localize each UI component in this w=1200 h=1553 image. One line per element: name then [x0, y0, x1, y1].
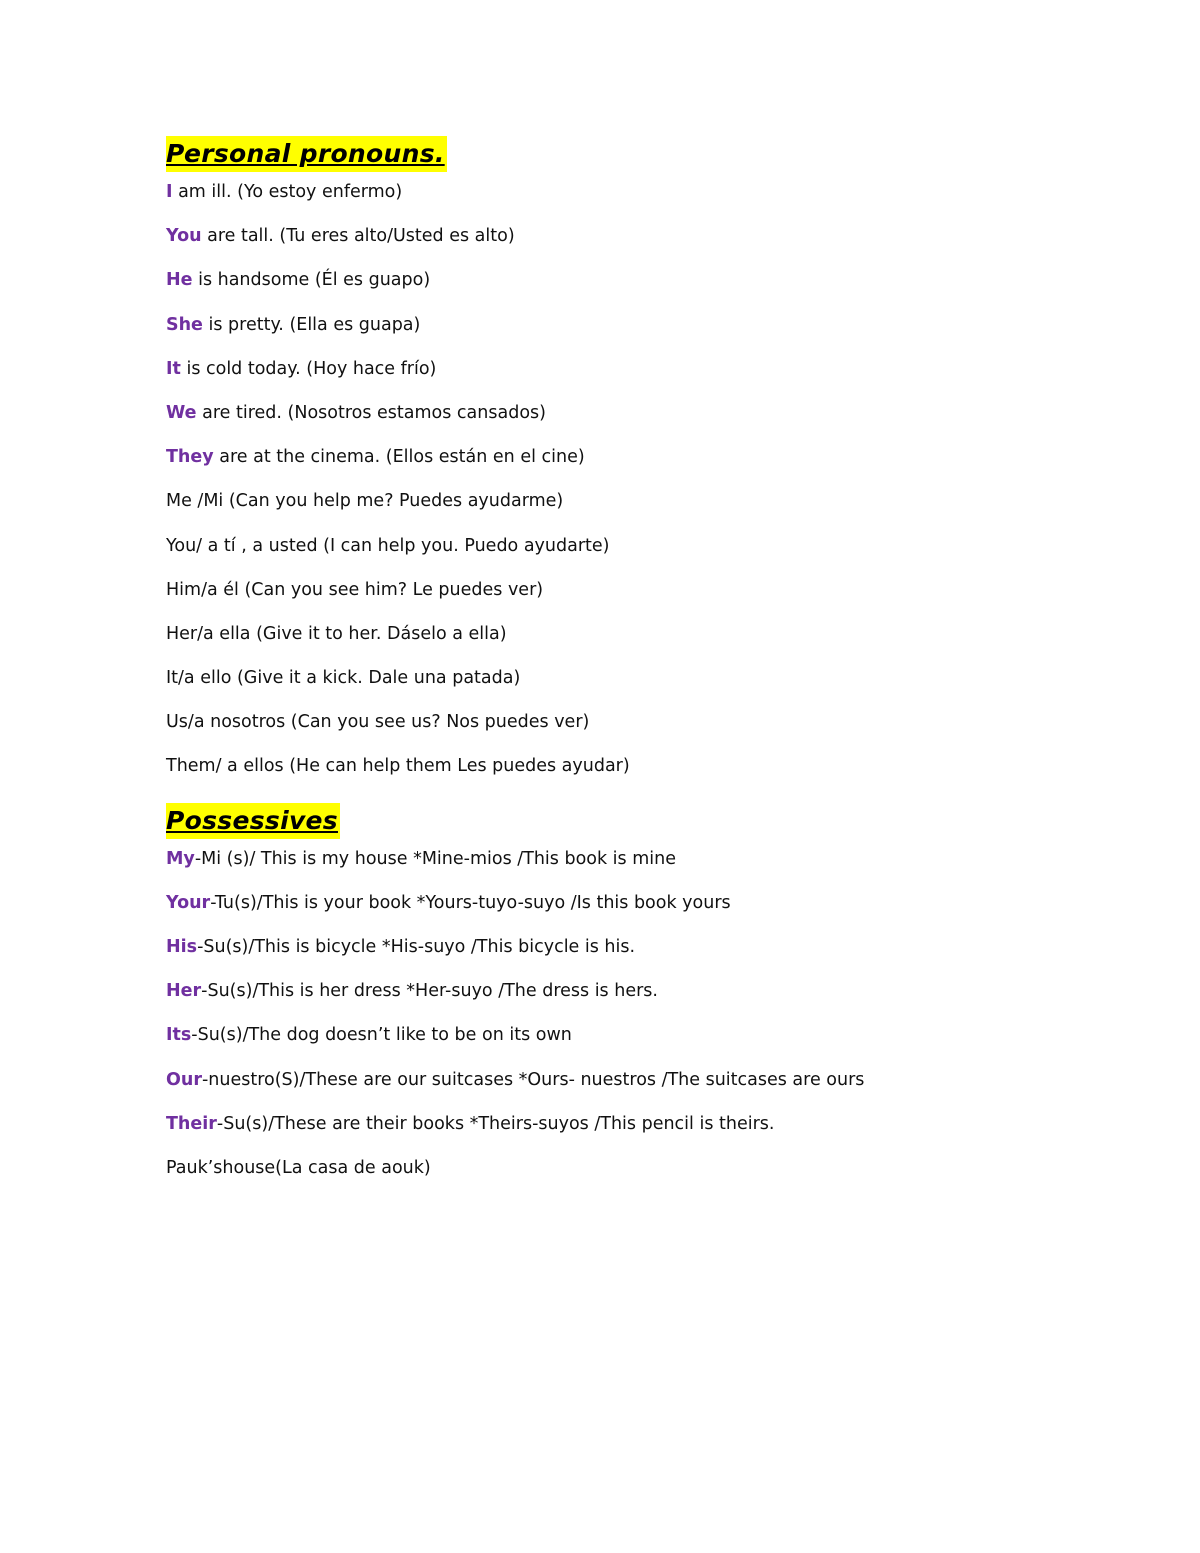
pronoun-keyword: We — [166, 402, 197, 423]
pronoun-text: are at the cinema. (Ellos están en el cine) — [213, 447, 585, 468]
pronoun-text: Them/ a ellos (He can help them Les puedes ayudar) — [166, 756, 630, 777]
possessives-heading: Possessives — [166, 803, 340, 839]
possessive-keyword: Your — [166, 892, 211, 913]
possessive-line — [166, 979, 1066, 1023]
possessive-keyword: Their — [166, 1113, 217, 1134]
pronoun-line — [166, 401, 1066, 445]
pronoun-line — [166, 534, 1066, 578]
pronoun-keyword: You — [166, 226, 202, 247]
pronoun-text: Him/a él (Can you see him? Le puedes ver) — [166, 579, 544, 600]
pronoun-text: are tired. (Nosotros estamos cansados) — [196, 402, 546, 423]
pronoun-text: are tall. (Tu eres alto/Usted es alto) — [201, 226, 515, 247]
possessive-keyword: Our — [166, 1069, 202, 1090]
pronoun-text: is handsome (Él es guapo) — [192, 270, 431, 291]
pronoun-text: It/a ello (Give it a kick. Dale una patada) — [166, 668, 521, 689]
possessive-line — [166, 935, 1066, 979]
possessive-text: -Su(s)/These are their books *Theirs-suyos /This pencil is theirs. — [216, 1113, 775, 1134]
pronoun-line — [166, 268, 1066, 312]
possessive-text: Pauk’shouse(La casa de aouk) — [166, 1157, 431, 1178]
possessive-text: -Su(s)/This is her dress *Her-suyo /The dress is hers. — [201, 981, 658, 1002]
pronoun-line — [166, 578, 1066, 622]
possessive-keyword: His — [166, 937, 198, 957]
possessive-line — [166, 1112, 1066, 1156]
pronoun-text: is pretty. (Ella es guapa) — [202, 314, 421, 335]
pronoun-line — [166, 180, 1066, 224]
pronoun-line — [166, 313, 1066, 357]
pronoun-line — [166, 710, 1066, 754]
possessive-text: -nuestro(S)/These are our suitcases *Ours- nuestros /The suitcases are ours — [201, 1069, 865, 1090]
pronoun-text: is cold today. (Hoy hace frío) — [180, 358, 437, 379]
pronoun-line — [166, 754, 1066, 798]
pronoun-text: Me /Mi (Can you help me? Puedes ayudarme) — [166, 491, 564, 512]
pronoun-keyword: It — [166, 358, 181, 379]
document-page — [166, 136, 1066, 1200]
possessive-keyword: My — [166, 848, 195, 869]
pronoun-keyword: She — [166, 314, 203, 335]
possessive-keyword: Its — [166, 1025, 192, 1046]
possessive-text: -Su(s)/The dog doesn’t like to be on its own — [191, 1025, 572, 1046]
pronoun-line — [166, 666, 1066, 710]
possessive-line — [166, 1156, 1066, 1200]
pronoun-text: Us/a nosotros (Can you see us? Nos puedes ver) — [166, 712, 590, 733]
personal-pronouns-heading-wrap — [166, 136, 1066, 180]
personal-pronouns-list — [166, 180, 1066, 799]
pronoun-text: Her/a ella (Give it to her. Dáselo a ella) — [166, 623, 507, 644]
possessive-line — [166, 847, 1066, 891]
pronoun-line — [166, 445, 1066, 489]
possessive-text: -Tu(s)/This is your book *Yours-tuyo-suyo /Is this book yours — [210, 892, 731, 913]
pronoun-text: am ill. (Yo estoy enfermo) — [172, 182, 403, 202]
pronoun-line — [166, 357, 1066, 401]
possessive-text: -Su(s)/This is bicycle *His-suyo /This bicycle is his. — [197, 937, 636, 957]
pronoun-line — [166, 622, 1066, 666]
possessive-line — [166, 891, 1066, 935]
possessives-list — [166, 847, 1066, 1201]
pronoun-keyword: He — [166, 270, 193, 291]
possessive-text: -Mi (s)/ This is my house *Mine-mios /This book is mine — [194, 848, 676, 869]
possessive-line — [166, 1023, 1066, 1067]
pronoun-keyword: They — [166, 447, 214, 468]
pronoun-text: You/ a tí , a usted (I can help you. Puedo ayudarte) — [166, 535, 610, 556]
pronoun-line — [166, 489, 1066, 533]
possessives-heading-wrap — [166, 803, 1066, 847]
possessive-keyword: Her — [166, 981, 202, 1002]
pronoun-line — [166, 224, 1066, 268]
personal-pronouns-heading: Personal pronouns. — [166, 136, 447, 172]
pronoun-keyword: I — [166, 182, 173, 202]
possessive-line — [166, 1068, 1066, 1112]
